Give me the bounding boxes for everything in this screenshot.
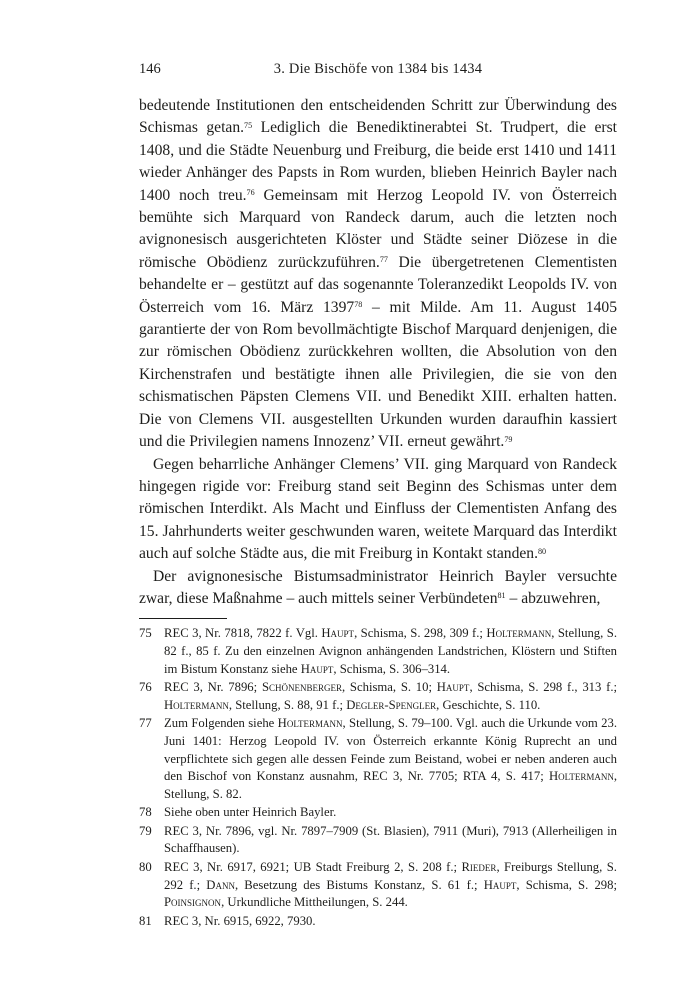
footnote-ref[interactable]: 79 — [504, 434, 513, 444]
main-text — [139, 95, 617, 610]
footnote-ref[interactable]: 81 — [497, 591, 506, 601]
footnote — [139, 859, 617, 912]
footnote-text: REC 3, Nr. 7818, 7822 f. Vgl. Haupt, Schisma, S. 298, 309 f.; Holtermann, Stellung, S. 82 f., 85 f. Zu den einzelnen Avignon anhängenden Landstrichen, Klöstern und Stiften im Bistum Konstanz siehe Haupt, Schisma, S. 306–314. — [164, 626, 617, 676]
author-name: Haupt — [436, 680, 470, 695]
footnote-ref[interactable]: 78 — [354, 300, 363, 310]
footnote-ref[interactable]: 80 — [538, 546, 547, 556]
footnote-number: 76 — [139, 680, 152, 695]
author-name: Haupt — [483, 877, 517, 892]
paragraph: Der avignonesische Bistumsadministrator Heinrich Bayler versuchte zwar, diese Maßnahme – auch mittels seiner Verbündeten$^{81}$ – abzuwehren, — [139, 567, 617, 607]
author-name: Holtermann — [486, 626, 552, 641]
author-name: Rieder — [461, 860, 497, 875]
footnote-divider — [139, 618, 227, 619]
footnote-number: 77 — [139, 716, 152, 731]
footnote-text: Zum Folgenden siehe Holtermann, Stellung, S. 79–100. Vgl. auch die Urkunde vom 23. Juni 1401: Herzog Leopold IV. von Österreich erkannte König Ruprecht an und verpflichtete sich gegen alle dessen Feinde zum Beistand, wobei er neben anderen auch den Bischof von Konstanz ausnahm, REC 3, Nr. 7705; RTA 4, S. 417; Holtermann, Stellung, S. 82. — [164, 716, 617, 801]
footnote — [139, 625, 617, 678]
footnote — [139, 679, 617, 714]
author-name: Holtermann — [164, 697, 229, 712]
footnote-number: 80 — [139, 860, 152, 875]
paragraph: Gegen beharrliche Anhänger Clemens’ VII. ging Marquard von Randeck hingegen rigide vor: Freiburg stand seit Beginn des Schismas unter dem römischen Interdikt. Als Macht und Einfluss der Clementisten Anfang des 15. Jahrhunderts weiter geschwunden waren, weitete Marquard das Interdikt auch auf solche Städte aus, die mit Freiburg in Kontakt standen.$^{80}$ — [139, 455, 617, 563]
running-title: 3. Die Bischöfe von 1384 bis 1434 — [273, 61, 483, 77]
paragraph: bedeutende Institutionen den entscheidenden Schritt zur Überwindung des Schismas getan.$^{75}$ Lediglich die Benediktinerabtei St. Trudpert, die erst 1408, und die Städte Neuenburg und Freiburg, die beide erst 1410 und 1411 wieder Anhänger des Papsts in Rom wurden, blieben Heinrich Bayler nach 1400 noch treu.$^{76}$ Gemeinsam mit Herzog Leopold IV. von Österreich bemühte sich Marquard von Randeck darum, auch die letzten noch avignonesisch ausgerichteten Klöster und Städte seiner Diözese in die römische Obödienz zurückzuführen.$^{77}$ Die übergetretenen Clementisten behandelte er – gestützt auf das sogenannte Toleranzedikt Leopolds IV. von Österreich vom 16. März 1397$^{78}$ – mit Milde. Am 11. August 1405 garantierte der von Rom bevollmächtigte Bischof Marquard denjenigen, die zur römischen Obödienz zurückkehren wollten, die Absolution von den Kirchenstrafen und bestätigte ihnen alle Privilegien, die sie von den schismatischen Päpsten Clemens VII. und Benedikt XIII. erhalten hatten. Die von Clemens VII. ausgestellten Urkunden wurden daraufhin kassiert und die Privilegien namens Innozenz’ VII. erneut gewährt.$^{79}$ — [139, 97, 617, 451]
footnote-number: 75 — [139, 626, 152, 641]
footnotes — [139, 625, 617, 930]
footnote — [139, 804, 617, 822]
author-name: Holtermann — [548, 769, 614, 784]
page-number: 146 — [139, 61, 161, 77]
author-name: Haupt — [300, 661, 334, 676]
footnote-number: 81 — [139, 913, 152, 928]
footnote-ref[interactable]: 75 — [244, 120, 253, 130]
author-name: Poinsignon — [164, 895, 222, 910]
footnote-text: REC 3, Nr. 7896; Schönenberger, Schisma, S. 10; Haupt, Schisma, S. 298 f., 313 f.; Holtermann, Stellung, S. 88, 91 f.; Degler-Spengler, Geschichte, S. 110. — [164, 680, 618, 712]
footnote-text: REC 3, Nr. 6917, 6921; UB Stadt Freiburg 2, S. 208 f.; Rieder, Freiburgs Stellung, S. 292 f.; Dann, Besetzung des Bistums Konstanz, S. 61 f.; Haupt, Schisma, S. 298; Poinsignon, Urkundliche Mittheilungen, S. 244. — [164, 860, 617, 910]
footnote — [139, 823, 617, 858]
footnote-text: Siehe oben unter Heinrich Bayler. — [164, 805, 337, 820]
footnote-text: REC 3, Nr. 6915, 6922, 7930. — [164, 913, 316, 928]
author-name: Dann — [206, 877, 235, 892]
footnote-number: 79 — [139, 823, 152, 838]
footnote-ref[interactable]: 77 — [379, 255, 388, 265]
footnote-ref[interactable]: 76 — [246, 188, 255, 198]
author-name: Degler-Spengler — [346, 697, 437, 712]
footnote-text: REC 3, Nr. 7896, vgl. Nr. 7897–7909 (St. Blasien), 7911 (Muri), 7913 (Allerheiligen in Schaffhausen). — [164, 823, 617, 856]
author-name: Haupt — [321, 626, 355, 641]
author-name: Schönenberger — [261, 680, 342, 695]
footnote — [139, 715, 617, 803]
footnote — [139, 913, 617, 931]
footnote-number: 78 — [139, 805, 152, 820]
page-header — [139, 61, 617, 81]
book-page — [139, 61, 617, 930]
author-name: Holtermann — [277, 716, 343, 731]
